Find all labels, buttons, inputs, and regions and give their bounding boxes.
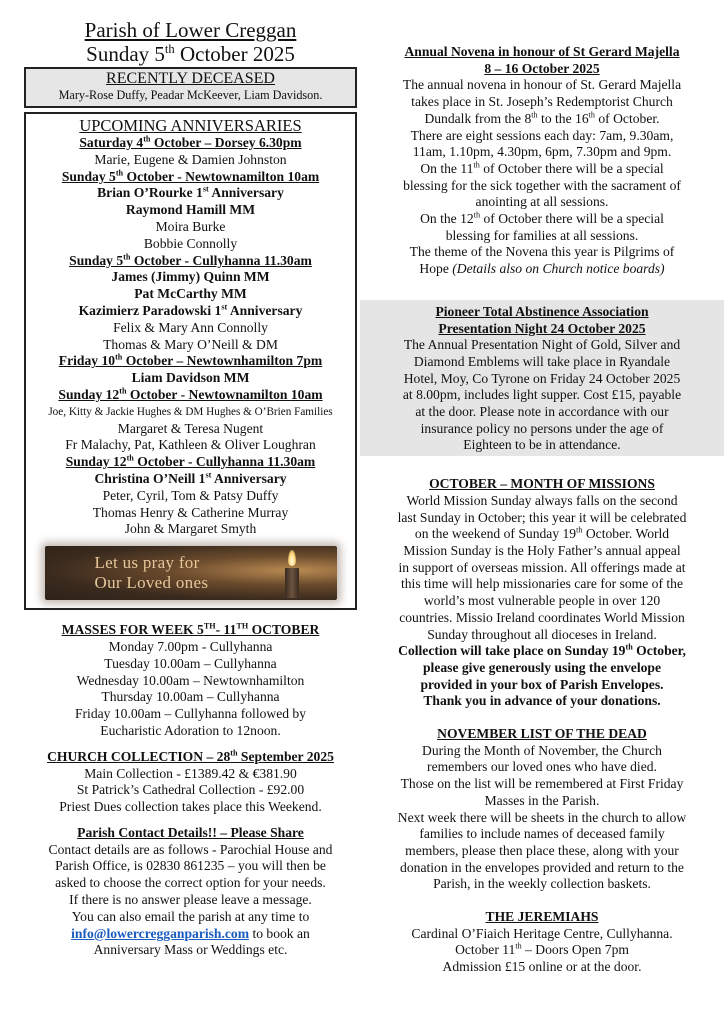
novena-dates: 8 – 16 October 2025 — [484, 60, 600, 76]
contact-heading: Parish Contact Details!! – Please Share — [77, 824, 304, 840]
contact-line: Parish Office, is 02830 861235 – you will then be — [55, 858, 326, 874]
jeremiahs-section: THE JEREMIAHS Cardinal O’Fiaich Heritage Centre, Cullyhanna. October 11th – Doors Open 7pm Admission £15 online or at the door. — [364, 909, 720, 976]
pray-banner-image — [45, 546, 337, 600]
anniversaries-heading: UPCOMING ANNIVERSARIES — [79, 116, 302, 135]
anniversary-name: John & Margaret Smyth — [124, 521, 257, 537]
anniversary-groups — [26, 135, 355, 538]
missions-section: OCTOBER – MONTH OF MISSIONS World Mission Sunday always falls on the second last Sunday in October; this year it will be celebrated on the weekend of Sunday 19th October. World Mission Sunday is the Holy Father’s annual appeal in support of overseas mission. All offerings made at this time will help missionaries care for some of the world’s most vulnerable people in over 120 countries. Missio Ireland coordinates World Mission Sunday throughout all dioceses in Ireland. Collection will take place on Sunday 19th October, please give generously using the envelope provided in your box of Parish Envelopes. Thank you in advance of your donations. — [364, 476, 720, 710]
left-column — [24, 18, 357, 959]
anniversary-mass-heading: Friday 10th October – Newtownhamilton 7pm — [58, 352, 323, 369]
contact-line: Anniversary Mass or Weddings etc. — [93, 942, 288, 958]
contact-section — [24, 825, 357, 959]
email-link[interactable]: info@lowercregganparish.com — [71, 925, 250, 941]
parish-title: Parish of Lower Creggan — [84, 18, 297, 42]
collection-heading: CHURCH COLLECTION – 28th September 2025 — [47, 748, 334, 764]
candle-flame-icon — [288, 550, 296, 566]
anniversary-name: Margaret & Teresa Nugent — [117, 420, 264, 436]
contact-line: asked to choose the correct option for your needs. — [55, 875, 326, 891]
recently-deceased-names: Mary-Rose Duffy, Peadar McKeever, Liam Davidson. — [58, 88, 323, 102]
recently-deceased-box — [24, 67, 357, 108]
anniversary-name: Marie, Eugene & Damien Johnston — [94, 151, 287, 167]
anniversary-mass-heading: Sunday 5th October - Newtownamilton 10am — [61, 168, 320, 184]
contact-email-line: info@lowercregganparish.com to book an — [71, 925, 310, 941]
collection-line: St Patrick’s Cathedral Collection - £92.00 — [76, 782, 305, 798]
candle-icon — [285, 568, 299, 598]
banner-text: Let us pray for Our Loved ones — [94, 553, 209, 593]
mass-time: Monday 7.00pm - Cullyhanna — [108, 638, 273, 654]
contact-line: You can also email the parish at any time to — [71, 908, 310, 924]
masses-heading: MASSES FOR WEEK 5TH- 11TH OCTOBER — [61, 621, 320, 638]
anniversary-name: Liam Davidson MM — [131, 370, 250, 386]
novena-section: Annual Novena in honour of St Gerard Majella 8 – 16 October 2025 The annual novena in honour of St. Gerard Majella takes place in St. Joseph’s Redemptorist Church Dundalk from the 8th to the 16th of October. There are eight sessions each day: 7am, 9.30am, 11am, 1.10pm, 4.30pm, 6pm, 7.30pm and 9pm. On the 11th of October there will be a special blessing for the sick together with the sacrament of anointing at all sessions. On the 12th of October there will be a special blessing for families at all sessions. The theme of the Novena this year is Pilgrims of Hope (Details also on Church notice boards) — [364, 44, 720, 278]
right-column — [364, 44, 720, 976]
anniversary-name: Felix & Mary Ann Connolly — [113, 319, 268, 335]
anniversary-name: Peter, Cyril, Tom & Patsy Duffy — [102, 487, 279, 503]
pioneer-heading: Pioneer Total Abstinence Association — [435, 303, 649, 319]
jeremiahs-heading: THE JEREMIAHS — [485, 909, 599, 925]
anniversary-name: Bobbie Connolly — [143, 235, 238, 251]
anniversary-name: Raymond Hamill MM — [125, 202, 256, 218]
collection-section — [24, 749, 357, 816]
november-heading: NOVEMBER LIST OF THE DEAD — [437, 726, 647, 742]
anniversaries-box — [24, 112, 357, 610]
bulletin-date: Sunday 5th October 2025 — [86, 42, 295, 66]
anniversary-mass-heading: Saturday 4th October – Dorsey 6.30pm — [79, 134, 302, 150]
contact-line: If there is no answer please leave a message. — [69, 892, 312, 908]
anniversary-name: Christina O’Neill 1st Anniversary — [94, 470, 287, 486]
mass-time: Wednesday 10.00am – Newtownhamilton — [76, 672, 305, 688]
collection-line: Main Collection - £1389.42 & €381.90 — [84, 765, 297, 781]
anniversary-name: Thomas & Mary O’Neill & DM — [103, 336, 278, 352]
mass-time: Tuesday 10.00am – Cullyhanna — [104, 655, 277, 671]
anniversary-mass-heading: Sunday 12th October - Newtownamilton 10am — [58, 386, 323, 402]
anniversary-mass-heading: Sunday 5th October - Cullyhanna 11.30am — [69, 252, 312, 268]
pioneer-subheading: Presentation Night 24 October 2025 — [438, 320, 646, 336]
contact-line: Contact details are as follows - Parochial House and — [48, 841, 333, 857]
anniversary-name: Thomas Henry & Catherine Murray — [92, 504, 289, 520]
recently-deceased-heading: RECENTLY DECEASED — [106, 70, 275, 87]
novena-heading: Annual Novena in honour of St Gerard Majella — [404, 44, 680, 59]
mass-time: Eucharistic Adoration to 12noon. — [100, 722, 281, 738]
anniversary-name: Pat McCarthy MM — [134, 286, 247, 302]
anniversary-name: Moira Burke — [155, 218, 226, 234]
anniversary-name: James (Jimmy) Quinn MM — [111, 269, 270, 285]
pioneer-section: Pioneer Total Abstinence Association Presentation Night 24 October 2025 The Annual Presentation Night of Gold, Silver and Diamond Emblems will take place in Ryandale Hotel, Moy, Co Tyrone on Friday 24 October 2025 at 8.00pm, includes light supper. Cost £15, payable at the door. Please note in accordance with our insurance policy no persons under the age of Eighteen to be in attendance. — [360, 300, 724, 456]
anniversary-mass-heading: Sunday 12th October - Cullyhanna 11.30am — [65, 453, 316, 470]
collection-line: Priest Dues collection takes place this Weekend. — [59, 799, 322, 815]
mass-time: Friday 10.00am – Cullyhanna followed by — [74, 706, 307, 722]
missions-heading: OCTOBER – MONTH OF MISSIONS — [429, 476, 655, 492]
anniversary-name: Kazimierz Paradowski 1st Anniversary — [78, 302, 303, 318]
anniversary-name: Joe, Kitty & Jackie Hughes & DM Hughes & O’Brien Families — [48, 405, 333, 418]
masses-section — [24, 622, 357, 740]
anniversary-name: Brian O’Rourke 1st Anniversary — [97, 184, 284, 201]
november-section: NOVEMBER LIST OF THE DEAD During the Month of November, the Church remembers our loved ones who have died. Those on the list will be remembered at First Friday Masses in the Parish. Next week there will be sheets in the church to allow families to include names of deceased family members, please then place these, along with your donation in the envelopes provided and return to the Parish, in the weekly collection baskets. — [364, 726, 720, 893]
mass-time: Thursday 10.00am – Cullyhanna — [101, 689, 280, 705]
anniversary-name: Fr Malachy, Pat, Kathleen & Oliver Loughran — [65, 437, 316, 453]
